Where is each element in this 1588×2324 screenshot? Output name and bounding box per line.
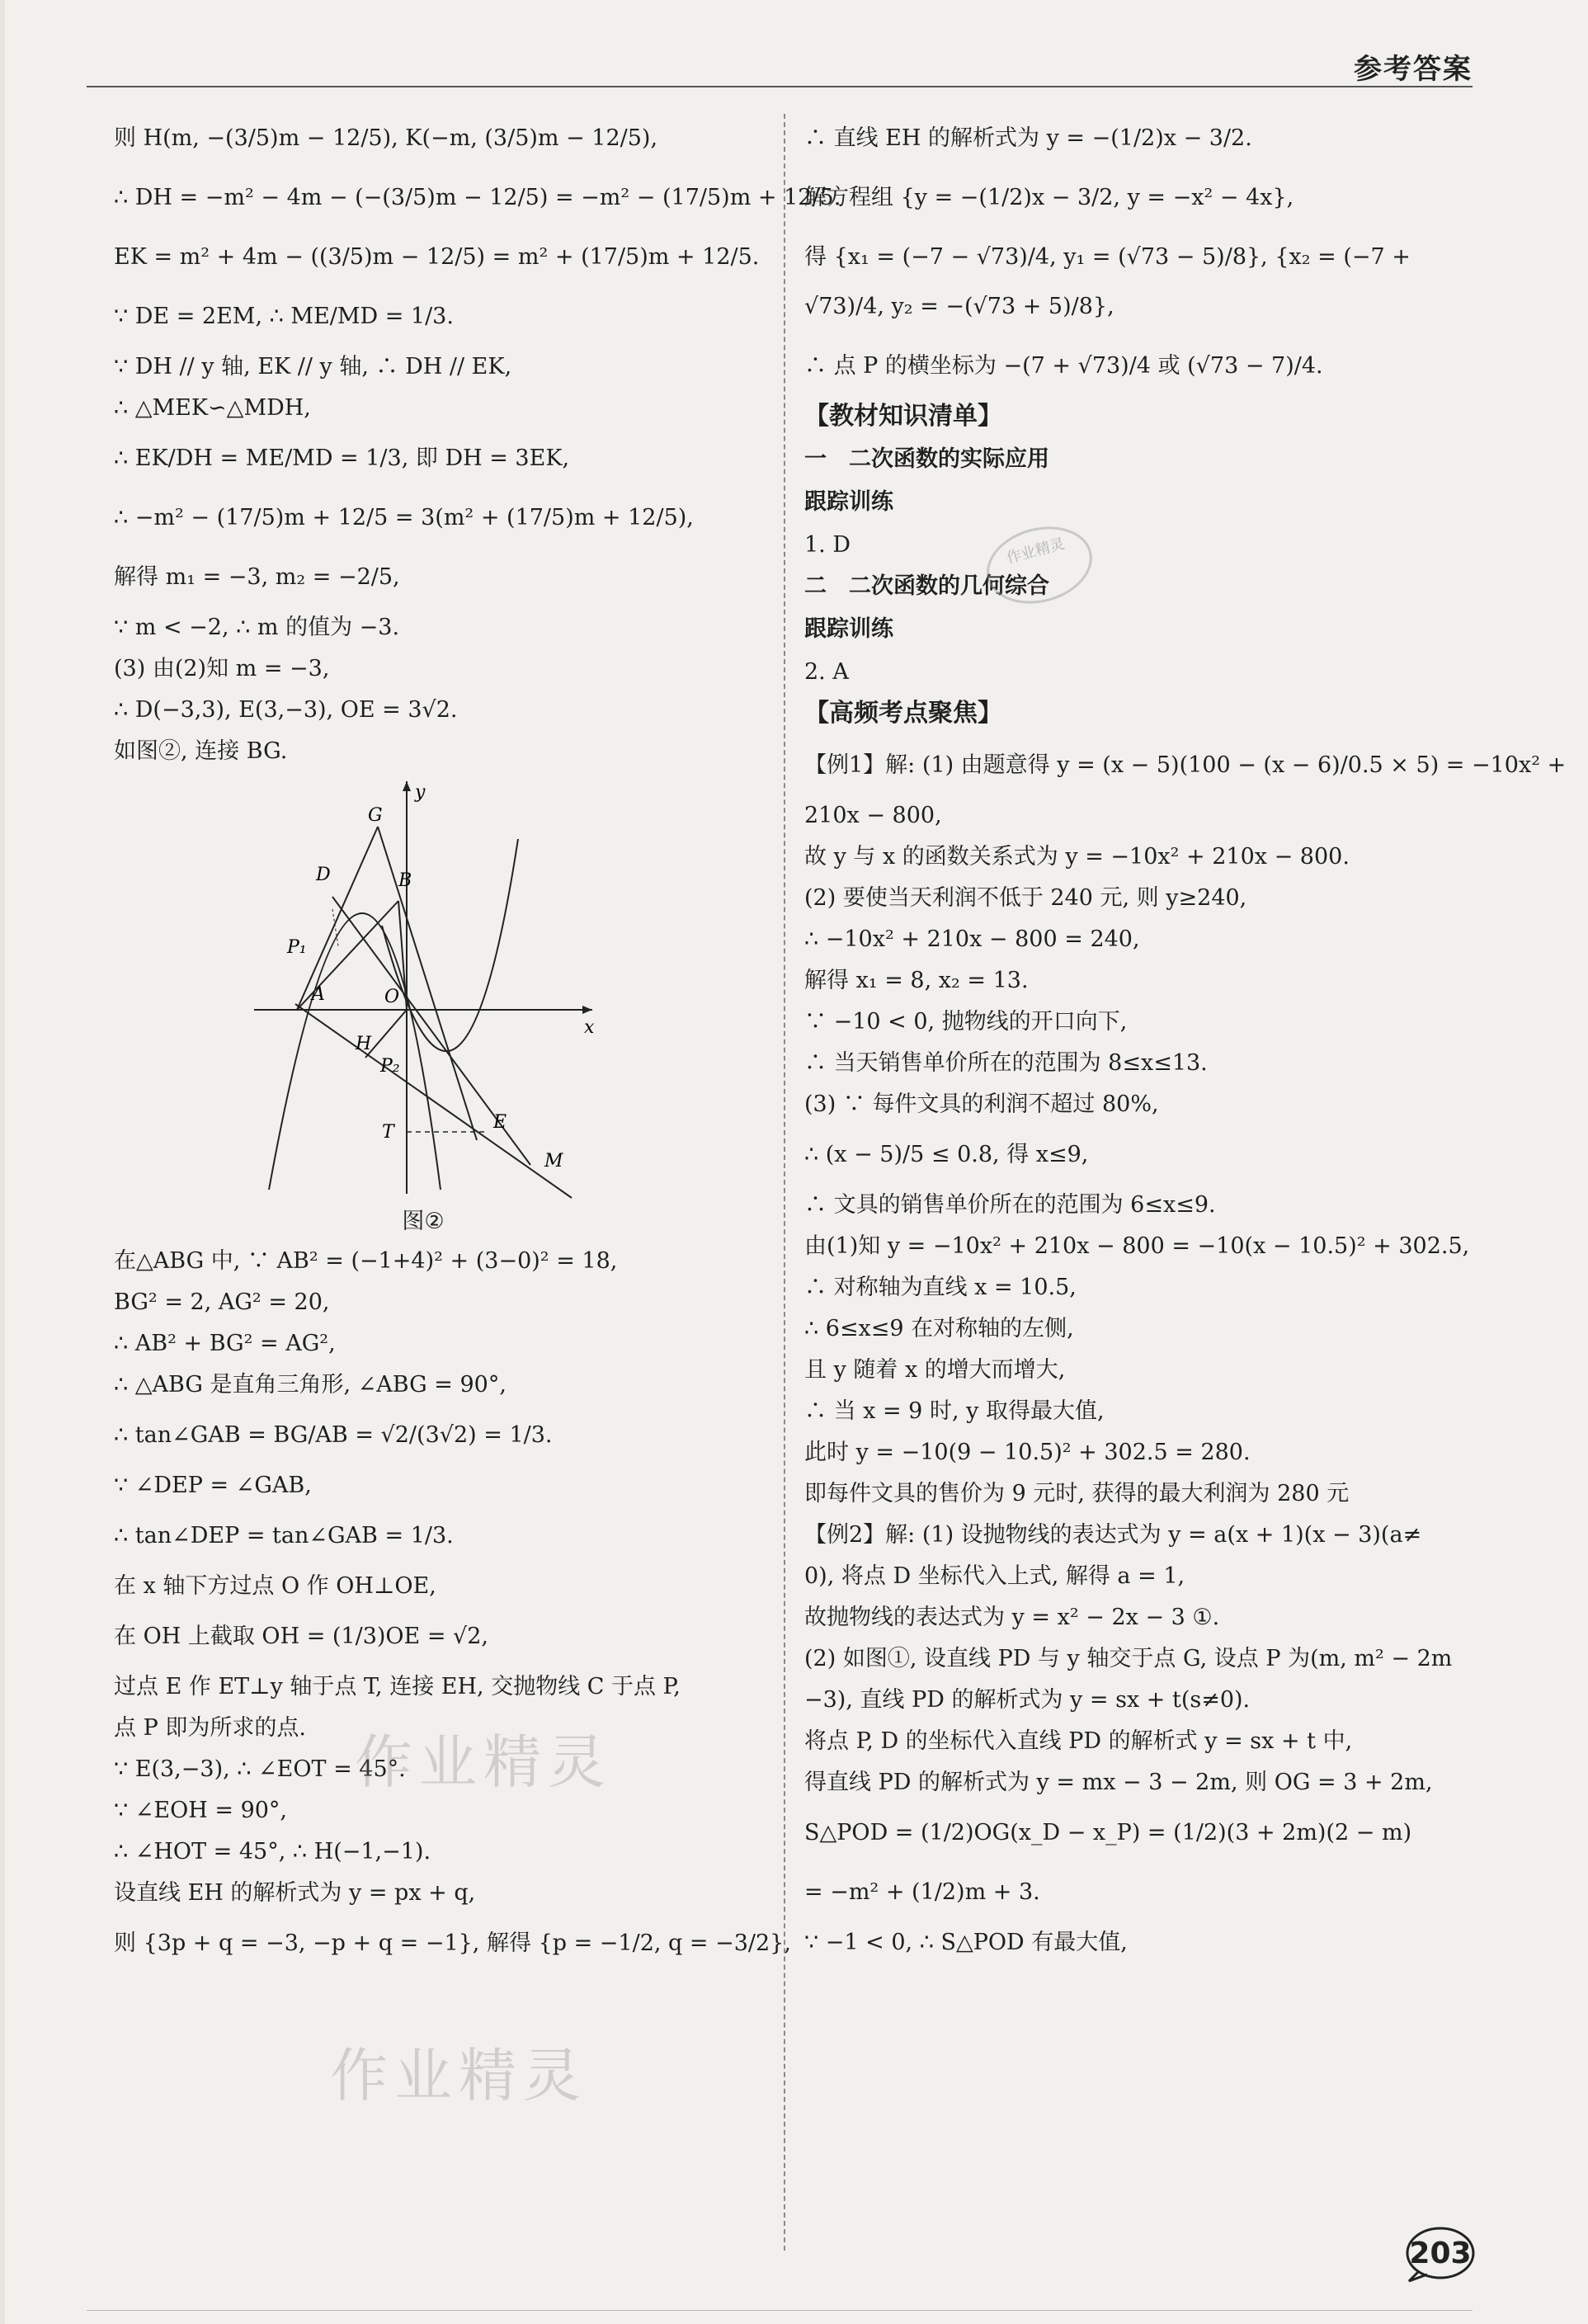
solution-line: ∵ −1 < 0, ∴ S△POD 有最大值, [804,1930,1128,1955]
label-d: D [316,865,331,885]
label-m: M [544,1151,563,1171]
y-axis-arrow-icon [403,781,411,791]
solution-line: ∴ tan∠GAB = BG/AB = √2/(3√2) = 1/3. [114,1422,553,1448]
page-number: 203 [1409,2237,1472,2270]
solution-line: EK = m² + 4m − ((3/5)m − 12/5) = m² + (17/5)m + 12/5. [114,244,760,270]
solution-line: 得直线 PD 的解析式为 y = mx − 3 − 2m, 则 OG = 3 + 2m, [804,1770,1433,1795]
solution-line: 故 y 与 x 的函数关系式为 y = −10x² + 210x − 800. [804,844,1350,870]
solution-line: 点 P 即为所求的点. [114,1715,306,1741]
solution-line: 在 OH 上截取 OH = (1/3)OE = √2, [114,1624,489,1649]
solution-line: ∵ DH // y 轴, EK // y 轴, ∴ DH // EK, [114,354,512,379]
label-a: A [312,984,325,1005]
solution-line: 在 x 轴下方过点 O 作 OH⊥OE, [114,1573,436,1599]
label-g: G [368,805,383,826]
solution-line: 则 H(m, −(3/5)m − 12/5), K(−m, (3/5)m − 12/5), [114,125,658,151]
section-item-2: 二 二次函数的几何综合 [804,573,1049,599]
label-e: E [493,1112,507,1133]
line-oh [365,1010,407,1058]
solution-line: ∴ △ABG 是直角三角形, ∠ABG = 90°, [114,1372,507,1398]
solution-line: 故抛物线的表达式为 y = x² − 2x − 3 ①. [804,1605,1220,1630]
solution-line: 得 {x₁ = (−7 − √73)/4, y₁ = (√73 − 5)/8}, {x₂ = (−7 + √73)/4, y₂ = −(√73 + 5)/8}, [804,244,1411,319]
solution-line: ∵ −10 < 0, 抛物线的开口向下, [804,1009,1128,1035]
section-high-frequency: 【高频考点聚焦】 [804,699,1002,728]
solution-line: ∴ −m² − (17/5)m + 12/5 = 3(m² + (17/5)m + 12/5), [114,505,694,530]
solution-line: (3) ∵ 每件文具的利润不超过 80%, [804,1091,1159,1117]
solution-line: ∵ E(3,−3), ∴ ∠EOT = 45°. [114,1756,406,1782]
x-axis-arrow-icon [582,1006,592,1014]
solution-line: ∴ AB² + BG² = AG², [114,1331,336,1356]
solution-line: = −m² + (1/2)m + 3. [804,1879,1040,1905]
section-textbook-knowledge: 【教材知识清单】 [804,402,1002,431]
solution-line: 解得 x₁ = 8, x₂ = 13. [804,968,1029,993]
label-b: B [398,870,412,891]
solution-line: BG² = 2, AG² = 20, [114,1289,330,1315]
solution-line: 则 {3p + q = −3, −p + q = −1}, 解得 {p = −1/2, q = −3/2}, [114,1930,791,1956]
right-column [804,114,1567,1968]
solution-line: ∴ DH = −m² − 4m − (−(3/5)m − 12/5) = −m² − (17/5)m + 12/5. [114,185,841,210]
solution-line: ∴ 当 x = 9 时, y 取得最大值, [804,1398,1105,1424]
label-p2: P₂ [380,1056,400,1077]
solution-line: ∴ 文具的销售单价所在的范围为 6≤x≤9. [804,1192,1216,1218]
tracking-training-2: 跟踪训练 [804,616,893,642]
solution-line: 即每件文具的售价为 9 元时, 获得的最大利润为 280 元 [804,1481,1350,1506]
solution-line: ∴ 当天销售单价所在的范围为 8≤x≤13. [804,1050,1208,1076]
solution-line: ∴ 6≤x≤9 在对称轴的左侧, [804,1316,1074,1341]
line-bo [398,901,407,1010]
solution-line: 210x − 800, [804,803,942,828]
label-t: T [382,1122,394,1143]
solution-line: 解方程组 {y = −(1/2)x − 3/2, y = −x² − 4x}, [804,185,1294,210]
solution-line: ∴ ∠HOT = 45°, ∴ H(−1,−1). [114,1839,431,1864]
solution-line: (2) 要使当天利润不低于 240 元, 则 y≥240, [804,885,1247,911]
solution-line: 设直线 EH 的解析式为 y = px + q, [114,1880,476,1906]
watermark-1: 作业精灵 [355,1728,612,1796]
section-item-1: 一 二次函数的实际应用 [804,446,1049,472]
solution-line: ∴ 点 P 的横坐标为 −(7 + √73)/4 或 (√73 − 7)/4. [804,353,1323,379]
solution-line: ∴ −10x² + 210x − 800 = 240, [804,926,1140,952]
label-o: O [384,987,400,1007]
label-x: x [584,1017,595,1038]
solution-line: 解得 m₁ = −3, m₂ = −2/5, [114,564,400,590]
solution-line: ∴ EK/DH = ME/MD = 1/3, 即 DH = 3EK, [114,445,570,471]
solution-line: ∴ D(−3,3), E(3,−3), OE = 3√2. [114,697,458,723]
watermark-stamp: 作业精灵 [978,516,1101,615]
watermark-2: 作业精灵 [330,2042,587,2110]
solution-line: ∵ DE = 2EM, ∴ ME/MD = 1/3. [114,304,454,329]
solution-line: ∴ 对称轴为直线 x = 10.5, [804,1275,1077,1300]
solution-line: 0), 将点 D 坐标代入上式, 解得 a = 1, [804,1563,1185,1589]
solution-line: ∵ m < −2, ∴ m 的值为 −3. [114,615,400,640]
tracking-training-1: 跟踪训练 [804,489,893,515]
solution-line: 【例2】解: (1) 设抛物线的表达式为 y = a(x + 1)(x − 3)(a≠ [804,1522,1422,1548]
header-rule [87,86,1473,87]
label-h: H [356,1034,372,1054]
answer-2: 2. A [804,659,849,685]
solution-line: 且 y 随着 x 的增大而增大, [804,1357,1066,1383]
solution-line: 【例1】解: (1) 由题意得 y = (x − 5)(100 − (x − 6)/0.5 × 5) = −10x² + [804,752,1567,778]
solution-line: ∴ 直线 EH 的解析式为 y = −(1/2)x − 3/2. [804,125,1252,151]
figure-2 [246,777,601,1239]
line-ag [297,827,378,1010]
solution-line: 将点 P, D 的坐标代入直线 PD 的解析式 y = sx + t 中, [804,1728,1353,1754]
solution-line: S△POD = (1/2)OG(x_D − x_P) = (1/2)(3 + 2m)(2 − m) [804,1820,1412,1846]
figure-caption: 图② [402,1209,445,1234]
solution-line: 由(1)知 y = −10x² + 210x − 800 = −10(x − 10.5)² + 302.5, [804,1233,1470,1259]
page-number-badge [1402,2223,1478,2284]
solution-line: ∴ △MEK∽△MDH, [114,395,311,421]
label-p1: P₁ [287,937,307,958]
solution-line: 如图②, 连接 BG. [114,738,288,764]
solution-line: ∴ (x − 5)/5 ≤ 0.8, 得 x≤9, [804,1142,1089,1167]
header-title: 参考答案 [1354,53,1473,86]
solution-line: (3) 由(2)知 m = −3, [114,656,330,681]
bottom-rule [87,2310,1473,2311]
solution-line: ∴ tan∠DEP = tan∠GAB = 1/3. [114,1523,454,1549]
figure-2-diagram [246,777,601,1206]
solution-line: 此时 y = −10(9 − 10.5)² + 302.5 = 280. [804,1440,1251,1465]
solution-line: 在△ABG 中, ∵ AB² = (−1+4)² + (3−0)² = 18, [114,1248,618,1274]
label-y: y [415,782,426,803]
solution-line: ∵ ∠EOH = 90°, [114,1798,288,1823]
answer-1: 1. D [804,532,851,558]
solution-line: 过点 E 作 ET⊥y 轴于点 T, 连接 EH, 交抛物线 C 于点 P, [114,1674,681,1699]
solution-line: ∵ ∠DEP = ∠GAB, [114,1473,312,1498]
solution-line: −3), 直线 PD 的解析式为 y = sx + t(s≠0). [804,1687,1251,1713]
solution-line: (2) 如图①, 设直线 PD 与 y 轴交于点 G, 设点 P 为(m, m² − 2m [804,1646,1453,1671]
